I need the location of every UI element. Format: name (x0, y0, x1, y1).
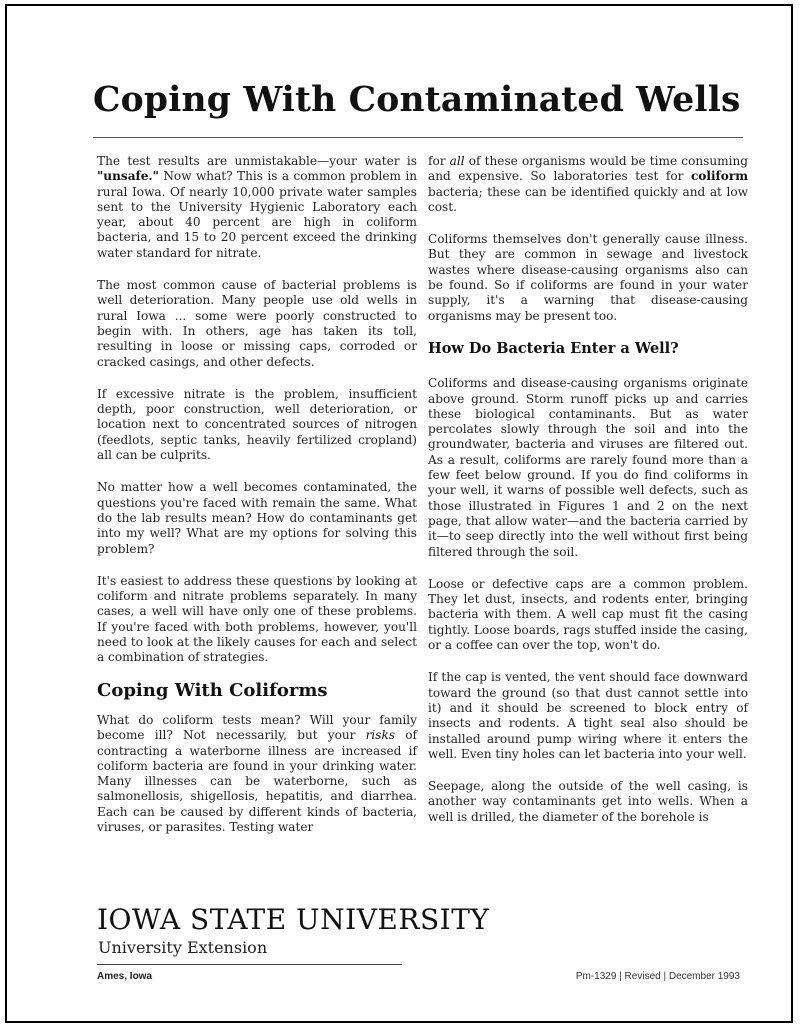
left-paragraph-4: No matter how a well becomes contaminated, the questions you're faced with remain the same. What do the lab results mean? How do contaminants get into my well? What are my options for solving this problem? (97, 480, 417, 556)
title-divider (93, 137, 743, 138)
right-paragraph-1: for all of these organisms would be time consuming and expensive. So laboratories test for coliform bacteria; these can be identified quickly and at low cost. (428, 154, 748, 214)
publication-info: Pm-1329 | Revised | December 1993 (575, 971, 740, 982)
left-paragraph-6: What do coliform tests mean? Will your family become ill? Not necessarily, but your risks of contracting a waterborne illness are increased if coliform bacteria are found in your drinking water. Many illnesses can be waterborne, such as salmonellosis, shigellosis, hepatitis, and diarrhea. Each can be caused by different kinds of bacteria, viruses, or parasites. Testing water (97, 712, 417, 834)
right-paragraph-6: Seepage, along the outside of the well casing, is another way contaminants get into wells. When a well is drilled, the diameter of the borehole is (428, 779, 748, 824)
section-heading-coliforms: Coping With Coliforms (97, 679, 328, 701)
right-paragraph-3: Coliforms and disease-causing organisms originate above ground. Storm runoff picks up and carries these biological contaminants. But as water percolates slowly through the soil and into the groundwater, bacteria and viruses are filtered out. As a result, coliforms are rarely found more than a few feet below ground. If you do find coliforms in your well, it warns of possible well defects, such as those illustrated in Figures 1 and 2 on the next page, that allow water—and the bacteria carried by it—to seep directly into the well without first being filtered through the soil. (428, 376, 748, 559)
left-paragraph-2: The most common cause of bacterial problems is well deterioration. Many people use old wells in rural Iowa ... some were poorly constructed to begin with. In others, age has taken its toll, resulting in loose or missing caps, corroded or cracked casings, and other defects. (97, 278, 417, 369)
right-paragraph-2: Coliforms themselves don't generally cause illness. But they are common in sewage and livestock wastes where disease-causing organisms also can be found. So if coliforms are found in your water supply, it's a warning that disease-causing organisms may be present too. (428, 232, 748, 323)
footer-location: Ames, Iowa (97, 971, 153, 982)
right-paragraph-4: Loose or defective caps are a common problem. They let dust, insects, and rodents enter, bringing bacteria with them. A well cap must fit the casing tightly. Loose boards, rags stuffed inside the casing, or a coffee can over the top, won't do. (428, 576, 748, 653)
coliform-emphasis: coliform (690, 169, 748, 184)
footer-divider (97, 964, 402, 965)
left-column (97, 154, 417, 852)
document-page (5, 4, 793, 1023)
right-paragraph-5: If the cap is vented, the vent should face downward toward the ground (so that dust cannot settle into it) and it should be screened to block entry of insects and rodents. A tight seal also should be installed around pump wiring where it enters the well. Even tiny holes can let bacteria into your well. (428, 670, 748, 761)
right-column (428, 154, 748, 842)
extension-label: University Extension (98, 938, 268, 957)
page-title: Coping With Contaminated Wells (93, 80, 741, 120)
left-paragraph-5: It's easiest to address these questions by looking at coliform and nitrate problems separately. In many cases, a well will have only one of these problems. If you're faced with both problems, however, you'll need to look at the likely causes for each and select a combination of strategies. (97, 573, 417, 665)
left-paragraph-1: The test results are unmistakable—your water is "unsafe." Now what? This is a common problem in rural Iowa. Of nearly 10,000 private water samples sent to the University Hygienic Laboratory each year, about 40 percent are high in coliform bacteria, and 15 to 20 percent exceed the drinking water standard for nitrate. (97, 154, 417, 260)
university-logo: IOWA STATE UNIVERSITY (97, 903, 490, 936)
left-paragraph-3: If excessive nitrate is the problem, insufficient depth, poor construction, well deterioration, or location next to concentrated sources of nitrogen (feedlots, septic tanks, heavily fertilized cropland) all can be culprits. (97, 386, 417, 463)
section-heading-bacteria-entry: How Do Bacteria Enter a Well? (428, 339, 679, 357)
unsafe-emphasis: "unsafe." (97, 169, 159, 184)
